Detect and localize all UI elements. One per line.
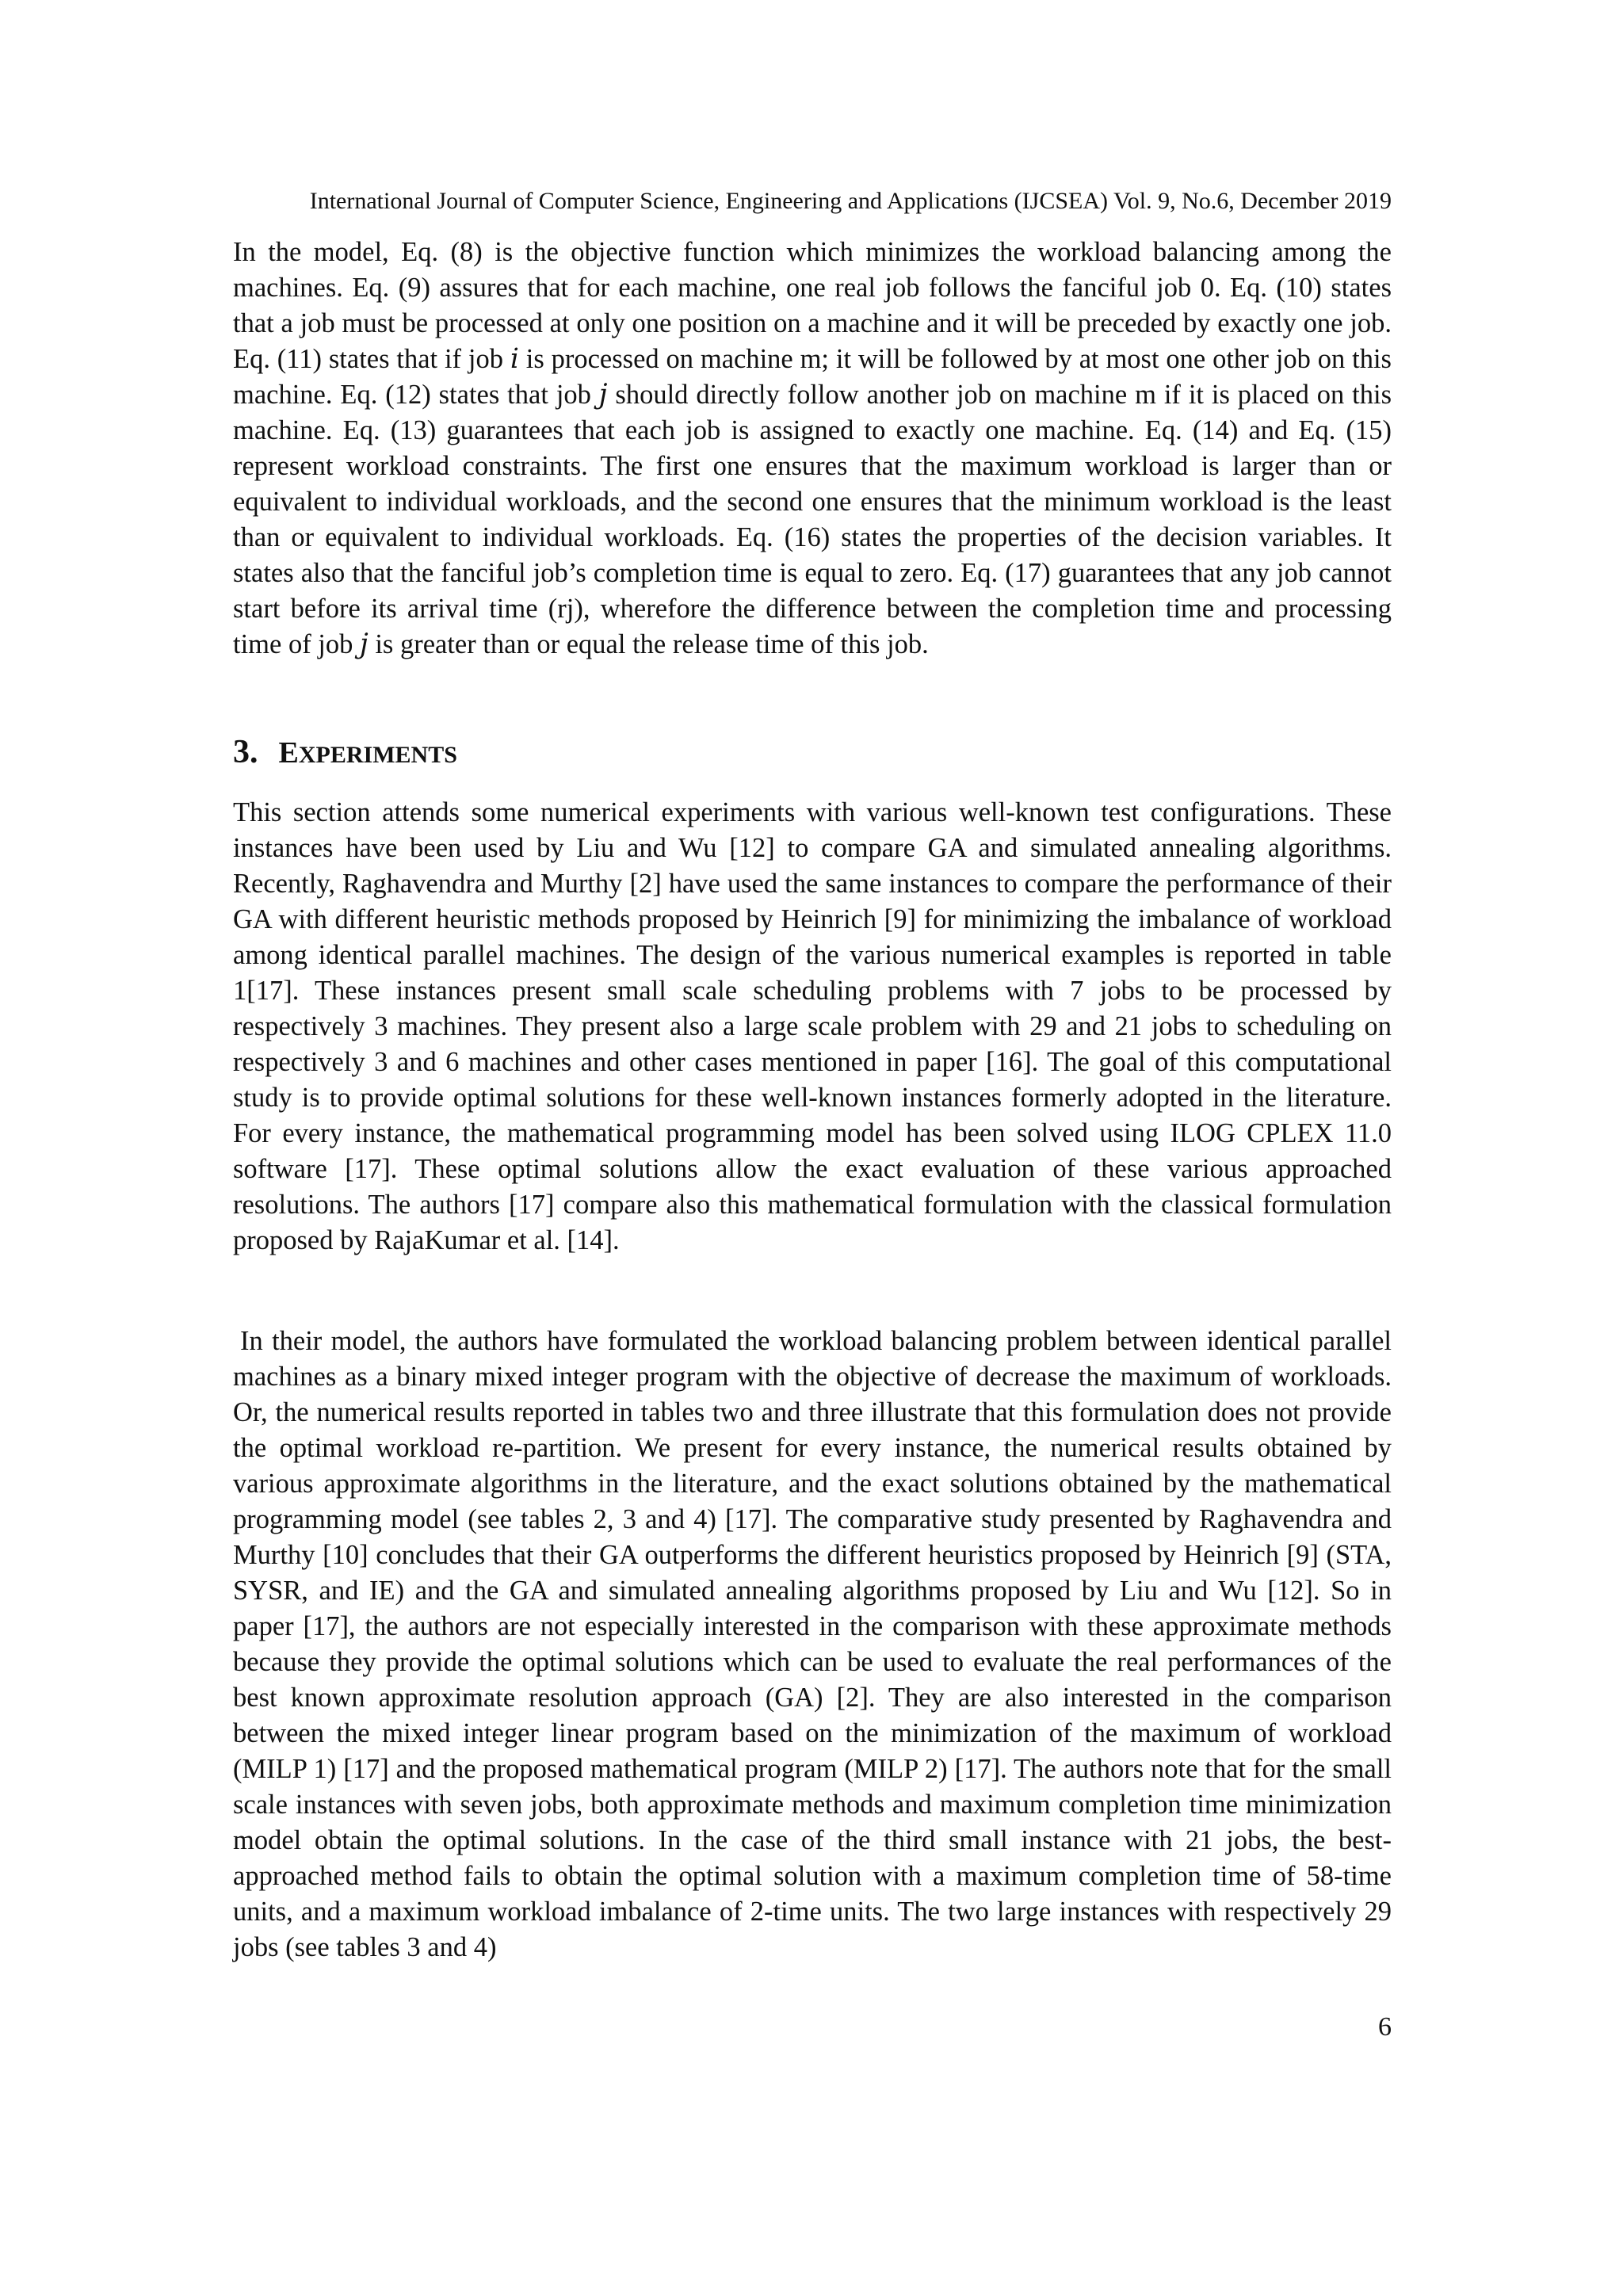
paragraph-experiments-intro: This section attends some numerical experiments with various well-known test configurations. These instances have been used by Liu and Wu [12] to compare GA and simulated annealing algorithms. Recently, Raghavendra and Murthy [2] have used the same instances to compare the performance of their GA with different heuristic methods proposed by Heinrich [9] for minimizing the imbalance of workload among identical parallel machines. The design of the various numerical examples is reported in table 1[17]. These instances present small scale scheduling problems with 7 jobs to be processed by respectively 3 machines. They present also a large scale problem with 29 and 21 jobs to scheduling on respectively 3 and 6 machines and other cases mentioned in paper [16]. The goal of this computational study is to provide optimal solutions for these well-known instances formerly adopted in the literature. For every instance, the mathematical programming model has been solved using ILOG CPLEX 11.0 software [17]. These optimal solutions allow the exact evaluation of these various approached resolutions. The authors [17] compare also this mathematical formulation with the classical formulation proposed by RajaKumar et al. [14].	[233, 797, 1392, 1255]
section-number: 3.	[233, 734, 258, 770]
paragraph-model-description: In the model, Eq. (8) is the objective function which minimizes the workload balancing among the machines. Eq. (9) assures that for each machine, one real job follows the fanciful job 0. Eq. (10) states that a job must be processed at only one position on a machine and it will be preceded by exactly one job. Eq. (11) states that if job 𝑖 is processed on machine m; it will be followed by at most one other job on this machine. Eq. (12) states that job 𝑗 should directly follow another job on machine m if it is placed on this machine. Eq. (13) guarantees that each job is assigned to exactly one machine. Eq. (14) and Eq. (15) represent workload constraints. The first one ensures that the maximum workload is larger than or equivalent to individual workloads, and the second one ensures that the minimum workload is the least than or equivalent to individual workloads. Eq. (16) states the properties of the decision variables. It states also that the fanciful job’s completion time is equal to zero. Eq. (17) guarantees that any job cannot start before its arrival time (rj), wherefore the difference between the completion time and processing time of job 𝑗 is greater than or equal the release time of this job.	[233, 237, 1392, 659]
section-heading-experiments	[233, 732, 457, 775]
section-title-initial: E	[278, 736, 299, 770]
page-number: 6	[1378, 2012, 1392, 2042]
paragraph-their-model: In their model, the authors have formulated the workload balancing problem between identical parallel machines as a binary mixed integer program with the objective of decrease the maximum of workloads. Or, the numerical results reported in tables two and three illustrate that this formulation does not provide the optimal workload re-partition. We present for every instance, the numerical results obtained by various approximate algorithms in the literature, and the exact solutions obtained by the mathematical programming model (see tables 2, 3 and 4) [17]. The comparative study presented by Raghavendra and Murthy [10] concludes that their GA outperforms the different heuristics proposed by Heinrich [9] (STA, SYSR, and IE) and the GA and simulated annealing algorithms proposed by Liu and Wu [12]. So in paper [17], the authors are not especially interested in the comparison with these approximate methods because they provide the optimal solutions which can be used to evaluate the real performances of the best known approximate resolution approach (GA) [2]. They are also interested in the comparison between the mixed integer linear program based on the minimization of the maximum of workload (MILP 1) [17] and the proposed mathematical program (MILP 2) [17]. The authors note that for the small scale instances with seven jobs, both approximate methods and maximum completion time minimization model obtain the optimal solutions. In the case of the third small instance with 21 jobs, the best-approached method fails to obtain the optimal solution with a maximum completion time of 58-time units, and a maximum workload imbalance of 2-time units. The two large instances with respectively 29 jobs (see tables 3 and 4)	[233, 1326, 1392, 1962]
section-title-rest: XPERIMENTS	[298, 742, 457, 768]
running-header: International Journal of Computer Science, Engineering and Applications (IJCSEA) Vol. 9, No.6, December 2019	[309, 188, 1392, 214]
